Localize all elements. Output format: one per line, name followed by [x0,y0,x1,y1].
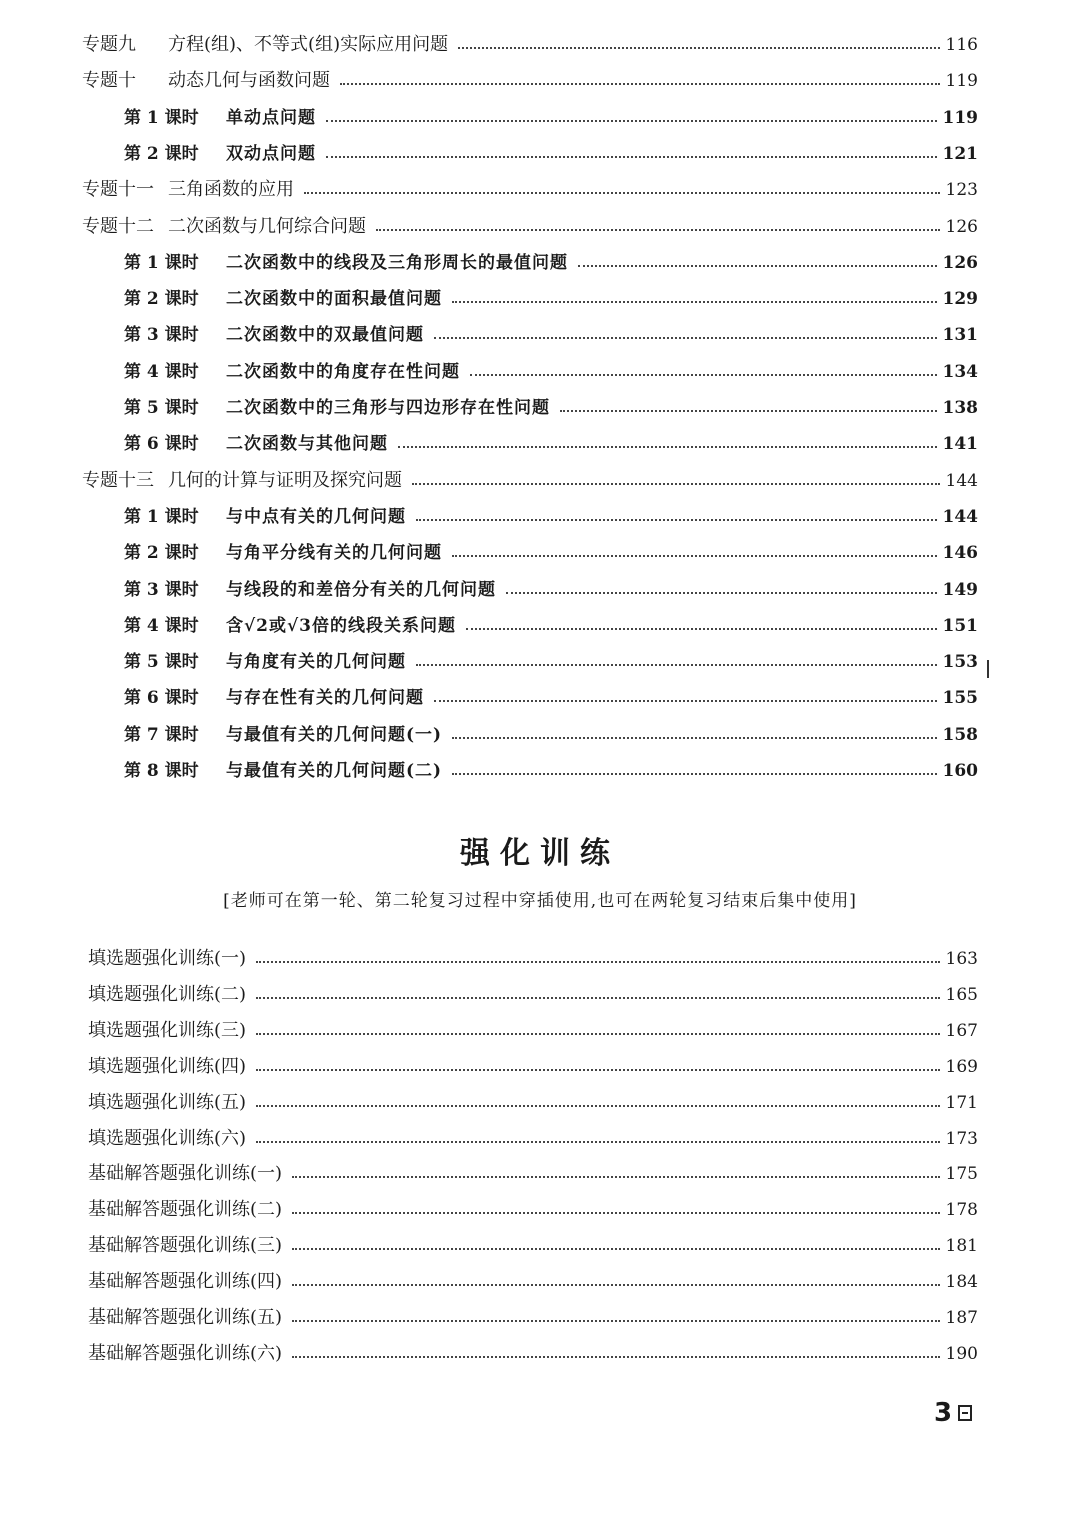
toc-entry-page: 119 [945,71,978,92]
toc-entry-title: 与中点有关的几何问题 [226,506,406,527]
toc-entry-page: 175 [945,1164,978,1185]
toc-entry-title: 几何的计算与证明及探究问题 [168,469,402,491]
toc-entry-title: 二次函数与几何综合问题 [168,215,366,237]
toc-entry-title: 基础解答题强化训练(四) [88,1271,283,1293]
dot-leader [466,626,936,630]
dot-leader [376,227,940,231]
toc-entry-page: 171 [945,1092,978,1113]
toc-entry[interactable] [124,393,978,423]
toc-entry-prefix: 第 2 课时 [124,289,199,310]
toc-entry-page: 126 [945,216,978,237]
toc-entry-page: 181 [945,1236,978,1257]
dot-leader [412,481,940,485]
toc-entry-prefix: 专题十二 [82,215,154,237]
dot-leader [292,1174,940,1178]
dot-leader [452,771,936,775]
toc-entry-page: 123 [945,180,978,201]
toc-entry-title: 基础解答题强化训练(六) [88,1342,283,1364]
dot-leader [506,590,937,594]
dot-leader [292,1282,940,1286]
toc-entry-title: 二次函数中的双最值问题 [226,325,424,346]
toc-entry[interactable] [124,357,978,387]
toc-entry-page: 129 [942,289,978,310]
toc-entry[interactable] [82,212,978,242]
toc-entry[interactable] [88,944,978,974]
toc-entry-prefix: 第 6 课时 [124,688,199,709]
dot-leader [256,959,940,963]
toc-entry-title: 与最值有关的几何问题(二) [226,761,443,781]
dot-leader [398,444,937,448]
toc-entry[interactable] [124,756,978,786]
toc-entry[interactable] [124,139,978,169]
dot-leader [452,299,937,303]
toc-entry-page: 167 [945,1020,978,1041]
toc-entry[interactable] [124,720,978,750]
toc-entry-page: 187 [945,1308,978,1328]
dot-leader [292,1354,940,1358]
toc-entry-title: 二次函数中的面积最值问题 [226,289,442,310]
toc-entry-title: 三角函数的应用 [168,179,294,201]
section-title: 强化训练 [460,836,620,871]
toc-entry-prefix: 第 3 课时 [124,325,199,346]
dot-leader [256,995,940,999]
toc-entry[interactable] [124,429,978,459]
toc-entry-title: 基础解答题强化训练(二) [88,1199,283,1221]
dot-leader [416,517,937,521]
toc-entry-page: 151 [942,615,978,636]
toc-entry-page: 155 [942,688,978,709]
toc-entry-prefix: 第 5 课时 [124,652,199,673]
toc-entry-page: 146 [942,543,978,564]
toc-entry-title: 与存在性有关的几何问题 [226,688,424,709]
toc-entry[interactable] [88,1231,978,1261]
dot-leader [292,1246,940,1250]
toc-entry[interactable] [88,1016,978,1046]
toc-entry-title: 与角平分线有关的几何问题 [226,543,442,564]
toc-entry[interactable] [88,980,978,1010]
toc-entry-prefix: 第 6 课时 [124,434,199,455]
toc-entry-title: 方程(组)、不等式(组)实际应用问题 [168,34,449,55]
toc-entry-title: 二次函数与其他问题 [226,434,388,455]
toc-entry-title: 与最值有关的几何问题(一) [226,724,443,745]
toc-entry-page: 141 [942,434,978,455]
toc-entry-prefix: 第 1 课时 [124,107,199,128]
toc-entry[interactable] [88,1159,978,1189]
page-number: 3 [934,1398,953,1428]
toc-entry-page: 158 [942,724,978,745]
toc-entry-title: 填选题强化训练(二) [88,983,247,1005]
toc-entry-page: 116 [945,35,978,55]
dot-leader [256,1067,940,1071]
toc-entry-prefix: 专题十 [82,70,136,92]
toc-entry-page: 134 [942,361,978,382]
dot-leader [578,263,937,267]
toc-entry[interactable] [124,248,978,278]
toc-entry-page: 144 [945,470,978,491]
toc-entry[interactable] [88,1195,978,1225]
toc-entry-page: 119 [942,107,978,128]
toc-entry-prefix: 第 5 课时 [124,398,199,418]
toc-entry-page: 121 [942,143,978,164]
toc-entry-prefix: 第 1 课时 [124,252,199,273]
toc-entry-page: 131 [942,325,978,346]
dot-leader [434,698,937,702]
toc-entry-page: 160 [942,761,978,781]
dot-leader [256,1139,940,1143]
dot-leader [434,335,937,339]
margin-mark [987,660,989,678]
dot-leader [256,1031,940,1035]
toc-entry[interactable] [82,175,978,205]
toc-entry-prefix: 第 3 课时 [124,579,199,600]
toc-entry-page: 144 [942,506,978,527]
toc-entry-title: 填选题强化训练(五) [88,1091,247,1113]
dot-leader [452,553,937,557]
toc-entry[interactable] [82,30,978,60]
toc-entry[interactable] [88,1303,978,1333]
toc-entry-title: 基础解答题强化训练(三) [88,1235,283,1257]
toc-entry-page: 178 [945,1200,978,1221]
dot-leader [560,408,937,412]
toc-entry-title: 单动点问题 [226,107,316,128]
toc-entry-page: 163 [945,949,978,969]
toc-entry[interactable] [88,1088,978,1118]
toc-entry[interactable] [124,103,978,133]
dot-leader [326,154,937,158]
toc-entry[interactable] [124,647,978,677]
toc-entry-title: 填选题强化训练(四) [88,1055,247,1077]
page-footer [934,1398,972,1428]
toc-entry-prefix: 第 4 课时 [124,361,199,382]
toc-entry-prefix: 第 2 课时 [124,543,199,564]
toc-entry-prefix: 第 1 课时 [124,506,199,527]
toc-entry-prefix: 专题十三 [82,469,154,491]
toc-entry-prefix: 专题十一 [82,179,154,201]
toc-entry-page: 184 [945,1272,978,1293]
toc-entry-prefix: 第 8 课时 [124,761,199,781]
toc-entry-prefix: 第 2 课时 [124,143,199,164]
toc-entry-page: 173 [945,1128,978,1149]
toc-entry-prefix: 专题九 [82,34,136,55]
toc-entry[interactable] [124,611,978,641]
toc-entry-title: 二次函数中的线段及三角形周长的最值问题 [226,252,568,273]
toc-entry-title: 与角度有关的几何问题 [226,652,406,673]
dot-leader [416,662,937,666]
dot-leader [292,1318,940,1322]
toc-entry-title: 基础解答题强化训练(五) [88,1307,283,1328]
toc-entry[interactable] [82,66,978,96]
toc-entry-title: 填选题强化训练(三) [88,1019,247,1041]
toc-entry-title: 含√2或√3倍的线段关系问题 [226,615,457,636]
toc-entry-title: 双动点问题 [226,143,316,164]
toc-entry-title: 填选题强化训练(六) [88,1127,247,1149]
toc-entry-page: 153 [942,652,978,673]
toc-entry[interactable] [124,502,978,532]
toc-entry-page: 169 [945,1056,978,1077]
toc-entry[interactable] [124,683,978,713]
dot-leader [458,45,939,49]
dot-leader [340,81,940,85]
toc-entry-prefix: 第 4 课时 [124,615,199,636]
toc-entry[interactable] [124,575,978,605]
toc-entry[interactable] [88,1124,978,1154]
toc-entry-title: 二次函数中的三角形与四边形存在性问题 [226,398,550,418]
toc-entry[interactable] [124,538,978,568]
toc-entry-title: 动态几何与函数问题 [168,70,330,92]
toc-entry-page: 126 [942,252,978,273]
dot-leader [470,372,937,376]
toc-entry-page: 190 [945,1343,978,1364]
toc-entry-prefix: 第 7 课时 [124,724,199,745]
toc-entry[interactable] [124,284,978,314]
book-icon [958,1405,972,1421]
toc-entry-title: 基础解答题强化训练(一) [88,1163,283,1185]
toc-entry[interactable] [88,1339,978,1369]
dot-leader [326,118,937,122]
toc-entry-title: 二次函数中的角度存在性问题 [226,361,460,382]
toc-entry-title: 填选题强化训练(一) [88,948,247,969]
dot-leader [452,735,936,739]
dot-leader [304,190,940,194]
toc-entry-page: 165 [945,984,978,1005]
toc-entry[interactable] [82,466,978,496]
dot-leader [292,1210,940,1214]
toc-entry[interactable] [88,1267,978,1297]
toc-entry-page: 138 [942,398,978,418]
section-note: [老师可在第一轮、第二轮复习过程中穿插使用,也可在两轮复习结束后集中使用] [223,891,857,911]
dot-leader [256,1103,940,1107]
toc-entry[interactable] [124,320,978,350]
toc-entry[interactable] [88,1052,978,1082]
toc-entry-title: 与线段的和差倍分有关的几何问题 [226,579,496,600]
toc-entry-page: 149 [942,579,978,600]
